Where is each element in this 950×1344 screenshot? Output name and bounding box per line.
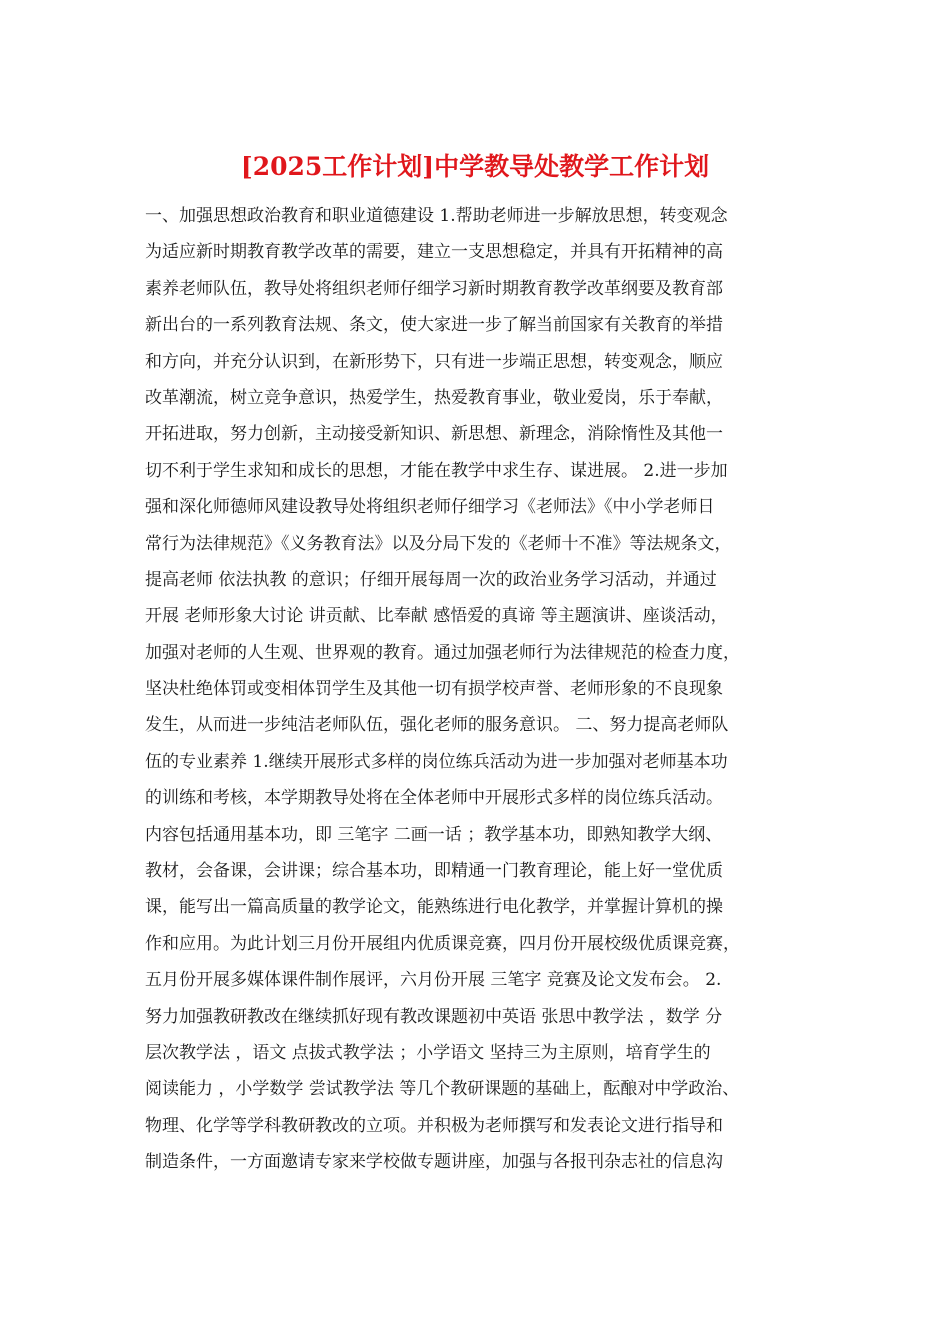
body-line: 一、加强思想政治教育和职业道德建设 1.帮助老师进一步解放思想，转变观念 [145,206,728,226]
body-line: 开拓进取，努力创新，主动接受新知识、新思想、新理念，消除惰性及其他一 [145,424,723,445]
body-line: 努力加强教研教改在继续抓好现有教改课题初中英语 张思中教学法 ，数学 分 [145,1006,723,1027]
body-line: 作和应用。为此计划三月份开展组内优质课竞赛，四月份开展校级优质课竞赛， [145,933,740,954]
body-line: 五月份开展多媒体课件制作展评，六月份开展 三笔字 竞赛及论文发布会。 2. [145,970,722,991]
body-line: 坚决杜绝体罚或变相体罚学生及其他一切有损学校声誉、老师形象的不良现象 [145,679,723,700]
body-line: 物理、化学等学科教研教改的立项。并积极为老师撰写和发表论文进行指导和 [145,1115,723,1136]
body-line: 新出台的一系列教育法规、条文，使大家进一步了解当前国家有关教育的举措 [145,315,723,336]
body-line: 为适应新时期教育教学改革的需要，建立一支思想稳定，并具有开拓精神的高 [145,242,723,263]
body-line: 改革潮流，树立竞争意识，热爱学生，热爱教育事业，敬业爱岗，乐于奉献， [145,387,723,408]
body-line: 强和深化师德师风建设教导处将组织老师仔细学习《老师法》《中小学老师日 [145,497,715,518]
body-line: 制造条件，一方面邀请专家来学校做专题讲座，加强与各报刊杂志社的信息沟 [145,1152,723,1173]
body-line: 发生，从而进一步纯洁老师队伍，强化老师的服务意识。 二、努力提高老师队 [145,715,729,736]
body-line: 阅读能力 ，小学数学 尝试教学法 等几个教研课题的基础上，酝酿对中学政治、 [145,1079,740,1100]
body-line: 常行为法律规范》《义务教育法》以及分局下发的《老师十不准》等法规条文， [145,533,732,554]
document-body [145,198,815,1181]
body-line: 切不利于学生求知和成长的思想，才能在教学中求生存、谋进展。 2.进一步加 [145,460,728,481]
body-line: 提高老师 依法执教 的意识；仔细开展每周一次的政治业务学习活动，并通过 [145,569,717,590]
body-line: 素养老师队伍，教导处将组织老师仔细学习新时期教育教学改革纲要及教育部 [145,278,723,299]
body-line: 教材，会备课，会讲课；综合基本功，即精通一门教育理论，能上好一堂优质 [145,861,723,882]
body-line: 加强对老师的人生观、世界观的教育。通过加强老师行为法律规范的检查力度， [145,642,740,663]
document-title: [2025工作计划]中学教导处教学工作计划 [240,152,710,181]
body-line: 的训练和考核，本学期教导处将在全体老师中开展形式多样的岗位练兵活动。 [145,788,723,809]
body-line: 课，能写出一篇高质量的教学论文，能熟练进行电化教学，并掌握计算机的操 [145,897,723,918]
body-line: 和方向，并充分认识到，在新形势下，只有进一步端正思想，转变观念，顺应 [145,351,723,372]
body-line: 层次教学法 ，语文 点拔式教学法 ；小学语文 坚持三为主原则，培育学生的 [145,1042,711,1063]
body-line: 开展 老师形象大讨论 讲贡献、比奉献 感悟爱的真谛 等主题演讲、座谈活动， [145,606,728,627]
body-line: 伍的专业素养 1.继续开展形式多样的岗位练兵活动为进一步加强对老师基本功 [145,751,728,772]
body-line: 内容包括通用基本功，即 三笔字 二画一话 ；教学基本功，即熟知教学大纲、 [145,824,723,845]
